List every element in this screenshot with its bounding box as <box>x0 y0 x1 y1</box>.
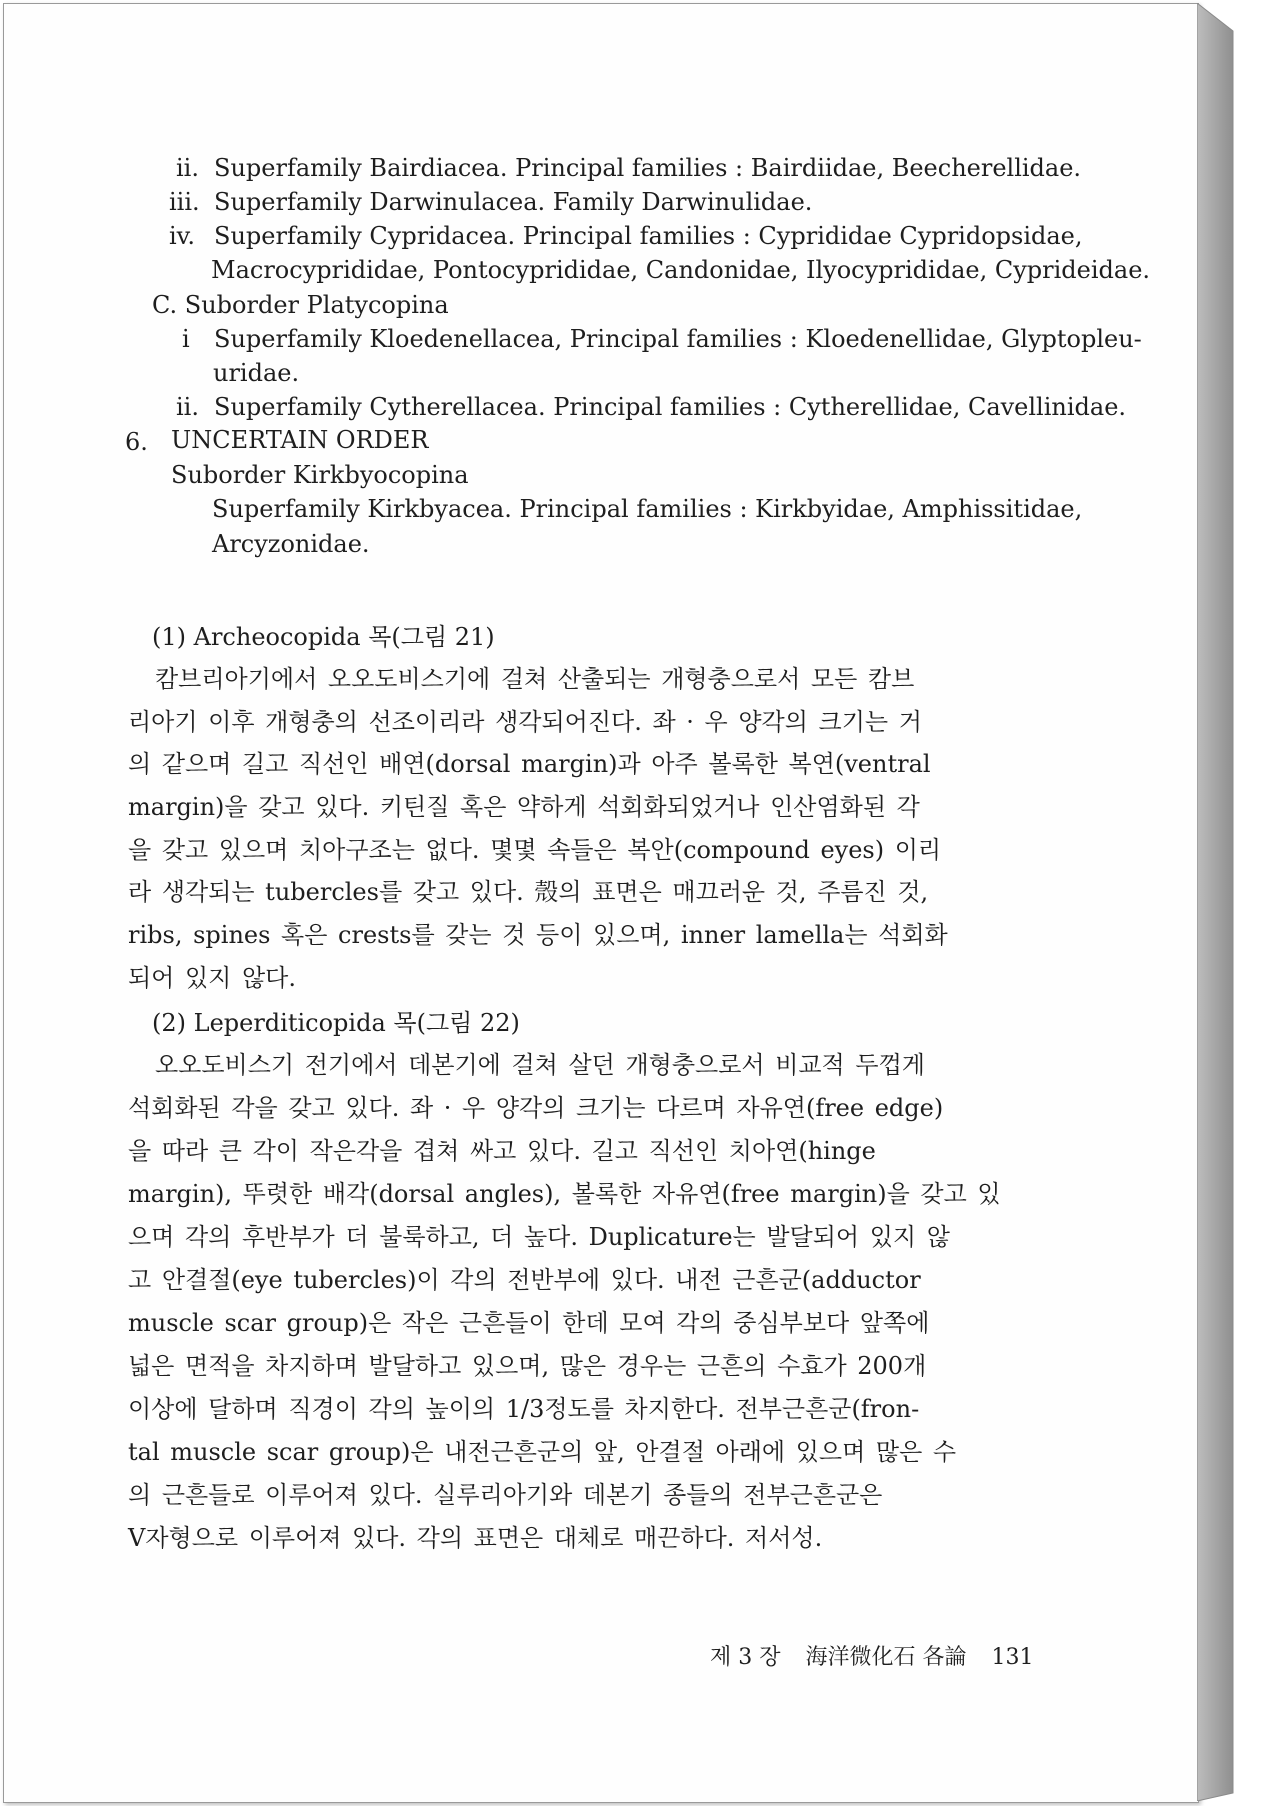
suborder-heading: C. Suborder Platycopina <box>152 291 449 319</box>
section-heading-archeocopida: (1) Archeocopida 목(그림 21) <box>152 623 495 651</box>
page-edge-shading <box>1197 3 1247 1801</box>
list-number: iv. <box>169 222 196 250</box>
list-item-cytherellacea <box>176 392 1127 422</box>
list-text: Superfamily Bairdiacea. Principal families : Bairdiidae, Beecherellidae. <box>214 154 1082 182</box>
paragraph-line: 라 생각되는 tubercles를 갖고 있다. 殼의 표면은 매끄러운 것, 주름진 것, <box>128 878 929 906</box>
paragraph-line: 넓은 면적을 차지하며 발달하고 있으며, 많은 경우는 근흔의 수효가 200개 <box>128 1352 927 1380</box>
list-continuation: Macrocyprididae, Pontocyprididae, Candonidae, Ilyocyprididae, Cyprideidae. <box>211 256 1151 284</box>
list-item-bairdiacea <box>176 153 1082 183</box>
paragraph-line: 석회화된 각을 갖고 있다. 좌 · 우 양각의 크기는 다르며 자유연(free edge) <box>128 1094 944 1122</box>
paragraph-line: 을 따라 큰 각이 작은각을 겹쳐 싸고 있다. 길고 직선인 치아연(hinge <box>128 1137 876 1165</box>
list-text: Superfamily Cytherellacea. Principal families : Cytherellidae, Cavellinidae. <box>214 393 1127 421</box>
list-number: ii. <box>176 393 199 421</box>
paragraph-line: 의 근흔들로 이루어져 있다. 실루리아기와 데본기 종들의 전부근흔군은 <box>128 1481 883 1509</box>
list-item-kloedenellacea <box>182 324 1142 354</box>
paragraph-line: ribs, spines 혹은 crests를 갖는 것 등이 있으며, inner lamella는 석회화 <box>128 921 948 949</box>
list-number: i <box>182 325 190 353</box>
order-heading: UNCERTAIN ORDER <box>171 426 429 454</box>
paragraph-line: tal muscle scar group)은 내전근흔군의 앞, 안결절 아래에 있으며 많은 수 <box>128 1438 957 1466</box>
paragraph-line: 오오도비스기 전기에서 데본기에 걸쳐 살던 개형충으로서 비교적 두껍게 <box>155 1051 925 1079</box>
list-number: ii. <box>176 154 199 182</box>
page-number: 131 <box>991 1645 1034 1670</box>
paragraph-line: 으며 각의 후반부가 더 불룩하고, 더 높다. Duplicature는 발달되어 있지 않 <box>128 1223 950 1251</box>
paragraph-line: 캄브리아기에서 오오도비스기에 걸쳐 산출되는 개형충으로서 모든 캄브 <box>155 665 915 693</box>
paragraph-line: 의 같으며 길고 직선인 배연(dorsal margin)과 아주 볼록한 복연(ventral <box>128 750 931 778</box>
chapter-title: 海洋微化石 各論 <box>805 1645 967 1670</box>
paragraph-line: margin)을 갖고 있다. 키틴질 혹은 약하게 석회화되었거나 인산염화된 각 <box>128 793 920 821</box>
paragraph-line: 을 갖고 있으며 치아구조는 없다. 몇몇 속들은 복안(compound eyes) 이리 <box>128 836 942 864</box>
paragraph-line: 이상에 달하며 직경이 각의 높이의 1/3정도를 차지한다. 전부근흔군(fron- <box>128 1395 920 1423</box>
list-continuation: uridae. <box>213 359 300 387</box>
paragraph-line: margin), 뚜렷한 배각(dorsal angles), 볼록한 자유연(free margin)을 갖고 있 <box>128 1180 1001 1208</box>
paragraph-line: 고 안결절(eye tubercles)이 각의 전반부에 있다. 내전 근흔군(adductor <box>128 1266 921 1294</box>
list-text: Superfamily Kloedenellacea, Principal families : Kloedenellidae, Glyptopleu- <box>214 325 1142 353</box>
paragraph-line: 되어 있지 않다. <box>128 964 296 992</box>
page-edge-graphic <box>1197 3 1247 1801</box>
list-item-cypridacea <box>169 221 1083 251</box>
superfamily-text: Superfamily Kirkbyacea. Principal families : Kirkbyidae, Amphissitidae, <box>212 495 1083 523</box>
paragraph-line: V자형으로 이루어져 있다. 각의 표면은 대체로 매끈하다. 저서성. <box>128 1524 823 1552</box>
list-number: iii. <box>169 188 200 216</box>
list-item-darwinulacea <box>169 187 813 217</box>
section-heading-leperditicopida: (2) Leperditicopida 목(그림 22) <box>152 1009 520 1037</box>
order-number: 6. <box>125 428 148 456</box>
paragraph-line: 리아기 이후 개형충의 선조이리라 생각되어진다. 좌 · 우 양각의 크기는 거 <box>128 708 922 736</box>
list-text: Superfamily Cypridacea. Principal families : Cyprididae Cypridopsidae, <box>214 222 1083 250</box>
list-text: Superfamily Darwinulacea. Family Darwinulidae. <box>214 188 813 216</box>
list-continuation: Arcyzonidae. <box>212 530 370 558</box>
page-footer <box>710 1640 1052 1671</box>
suborder-heading: Suborder Kirkbyocopina <box>171 461 469 489</box>
chapter-label: 제 3 장 <box>710 1645 781 1670</box>
paragraph-line: muscle scar group)은 작은 근흔들이 한데 모여 각의 중심부보다 앞쪽에 <box>128 1309 930 1337</box>
